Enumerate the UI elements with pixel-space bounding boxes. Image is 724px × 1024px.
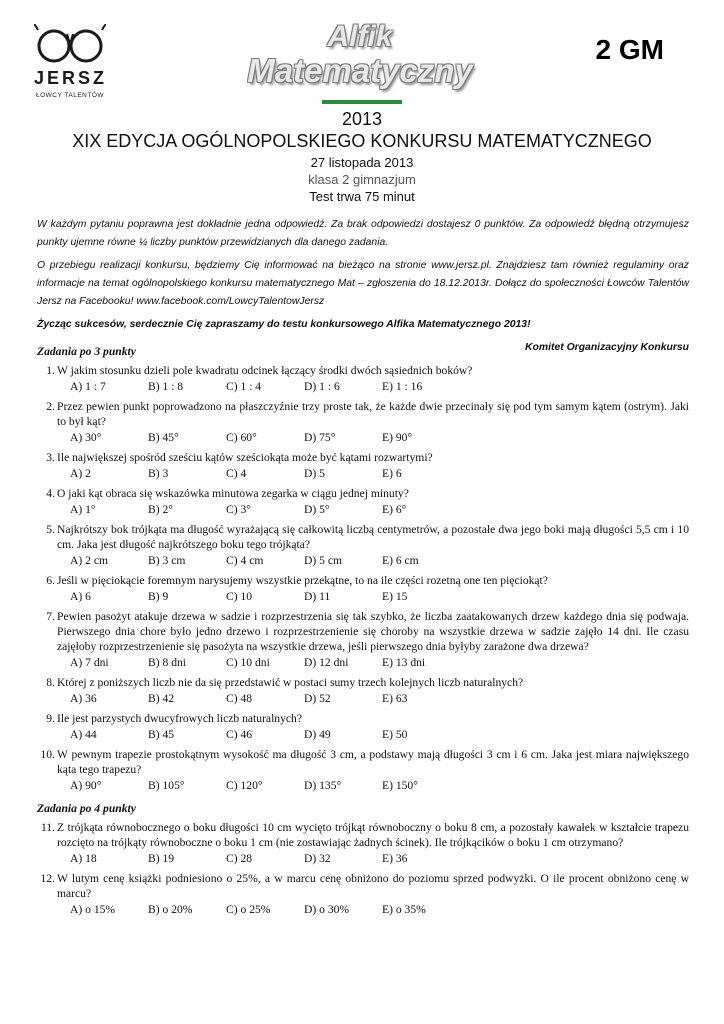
task-question: Ile największej spośród sześciu kątów sześciokąta może być kątami rozwartymi? [57, 451, 433, 464]
task-list [37, 344, 689, 922]
class-code: 2 GM [595, 34, 664, 65]
task-item [37, 871, 689, 917]
answer-option: D) 11 [304, 590, 331, 603]
alfik-logo-line2: Matematyczny [247, 52, 473, 89]
task-item [37, 486, 689, 517]
answer-options [57, 430, 689, 445]
answer-option: C) 48 [226, 692, 253, 705]
answer-option: B) 9 [148, 590, 169, 603]
answer-option: D) 49 [304, 728, 331, 741]
answer-option: D) 75° [304, 431, 336, 444]
answer-option: C) 4 cm [226, 554, 264, 567]
answer-option: A) 2 cm [70, 554, 108, 567]
answer-option: C) 4 [226, 467, 247, 480]
answer-option: C) o 25% [226, 903, 271, 916]
answer-options [57, 902, 689, 917]
answer-option: A) 1 : 7 [70, 380, 106, 393]
answer-options [57, 553, 689, 568]
answer-option: C) 28 [226, 852, 253, 865]
task-question: W jakim stosunku dzieli pole kwadratu odcinek łączący środki dwóch sąsiednich boków? [57, 364, 473, 377]
answer-option: D) 5 cm [304, 554, 342, 567]
logo-underline [322, 100, 402, 104]
task-question: W pewnym trapezie prostokątnym wysokość ma długość 3 cm, a podstawy mają długości 3 cm i 6 cm. Jaka jest miara największego kąta tego trapezu? [57, 748, 689, 776]
answer-option: A) o 15% [70, 903, 116, 916]
task-number: 8. [46, 676, 55, 689]
answer-option: A) 1° [70, 503, 96, 516]
task-question: Pewien pasożyt atakuje drzewa w sadzie i rozprzestrzenia się tak szybko, że liczba zaatakowanych drzew każdego dnia się podwaja. Pierwszego dnia chore było jedno drzewo i rozprzestrzenienie się choroby na wszystkie drzewa w sadzie zajęło 14 dni. Ile czasu zajęłoby rozprzestrzenienie się pasożyta na wszystkie drzewa, jeśli pierwszego dnia byłyby zarażone dwa drzewa? [57, 610, 689, 653]
answer-option: B) 42 [148, 692, 175, 705]
task-item [37, 573, 689, 604]
answer-option: B) 3 [148, 467, 169, 480]
answer-option: A) 90° [70, 779, 102, 792]
answer-option: D) 12 dni [304, 656, 349, 669]
task-item [37, 522, 689, 568]
answer-option: D) 5° [304, 503, 330, 516]
task-number: 10. [40, 748, 55, 761]
answer-option: E) o 35% [382, 903, 426, 916]
answer-option: A) 30° [70, 431, 102, 444]
answer-option: E) 15 [382, 590, 408, 603]
answer-option: D) 135° [304, 779, 342, 792]
answer-option: A) 36 [70, 692, 97, 705]
answer-options [57, 466, 689, 481]
task-question: W lutym cenę książki podniesiono o 25%, a w marcu cenę obniżono do poziomu sprzed podwyżki. O ile procent obniżono cenę w marcu? [57, 872, 689, 900]
answer-option: D) 5 [304, 467, 325, 480]
answer-options [57, 655, 689, 670]
answer-option: E) 13 dni [382, 656, 426, 669]
answer-option: A) 6 [70, 590, 91, 603]
answer-option: E) 50 [382, 728, 408, 741]
answer-option: A) 2 [70, 467, 91, 480]
answer-option: B) o 20% [148, 903, 193, 916]
alfik-logo-line1: Alfik [327, 20, 393, 53]
task-number: 4. [46, 487, 55, 500]
answer-option: A) 18 [70, 852, 97, 865]
logo-subtext: ŁOWCY TALENTÓW [35, 92, 105, 99]
owl-eyes-icon [34, 24, 106, 66]
answer-option: B) 2° [148, 503, 173, 516]
instructions-scoring: W każdym pytaniu poprawna jest dokładnie jedna odpowiedź. Za brak odpowiedzi dostajesz 0 punktów. Za odpowiedź błędną otrzymujesz punkty ujemne równe ¼ liczby punktów przewidzianych dla danego zadania. [37, 219, 689, 248]
answer-options [57, 379, 689, 394]
answer-option: B) 8 dni [148, 656, 187, 669]
section-3pt-tasks [37, 363, 689, 793]
task-item [37, 747, 689, 793]
task-number: 2. [46, 400, 55, 413]
jersz-logo [34, 24, 106, 108]
task-number: 6. [46, 574, 55, 587]
task-item [37, 711, 689, 742]
answer-option: E) 150° [382, 779, 418, 792]
title-block [0, 108, 724, 205]
answer-option: E) 6 cm [382, 554, 419, 567]
task-question: Najkrótszy bok trójkąta ma długość wyrażającą się całkowitą liczbą centymetrów, a pozostałe dwa jego boki mają długości 5,5 cm i 10 cm. Jaka jest długość najkrótszego boku tego trójkąta? [57, 523, 689, 551]
answer-option: C) 46 [226, 728, 253, 741]
task-number: 12. [40, 872, 55, 885]
task-question: Z trójkąta równobocznego o boku długości 10 cm wycięto trójkąt równoboczny o boku 8 cm, a pozostały kawałek w kształcie trapezu rozcięto na trójkąty równoboczne o boku 1 cm (nie zostawiając żadnych ścinek). Ile trójkącików o boku 1 cm otrzymano? [57, 821, 689, 849]
answer-options [57, 851, 689, 866]
task-question: Jeśli w pięciokącie foremnym narysujemy wszystkie przekątne, to na ile części rozetną one ten pięciokąt? [57, 574, 548, 587]
task-item [37, 609, 689, 670]
answer-option: C) 120° [226, 779, 263, 792]
task-number: 3. [46, 451, 55, 464]
answer-options [57, 778, 689, 793]
section-title-4pt: Zadania po 4 punkty [37, 802, 136, 815]
logo-word: JERSZ [34, 68, 108, 88]
task-number: 5. [46, 523, 55, 536]
answer-option: A) 44 [70, 728, 97, 741]
task-item [37, 820, 689, 866]
task-question: Której z poniższych liczb nie da się przedstawić w postaci sumy trzech kolejnych liczb naturalnych? [57, 676, 524, 689]
instructions-wish: Życząc sukcesów, serdecznie Cię zapraszamy do testu konkursowego Alfika Matematycznego 2013! [37, 319, 531, 330]
task-number: 9. [46, 712, 55, 725]
alfik-matematyczny-logo [236, 20, 484, 108]
task-number: 1. [46, 364, 55, 377]
task-question: Ile jest parzystych dwucyfrowych liczb naturalnych? [57, 712, 302, 725]
answer-option: C) 10 [226, 590, 253, 603]
task-item [37, 399, 689, 445]
contest-edition: XIX EDYCJA OGÓLNOPOLSKIEGO KONKURSU MATEMATYCZNEGO [72, 131, 652, 151]
answer-option: C) 1 : 4 [226, 380, 262, 393]
answer-option: E) 6° [382, 503, 407, 516]
answer-options [57, 589, 689, 604]
answer-option: E) 90° [382, 431, 413, 444]
answer-option: D) o 30% [304, 903, 350, 916]
instructions-info: O przebiegu realizacji konkursu, będziemy Cię informować na bieżąco na stronie www.jersz.pl. Znajdziesz tam również regulaminy oraz informacje na temat ogólnopolskiego konkursu matematycznego Mat – zgłoszenia do 18.12.2013r. Dołącz do społeczności Łowców Talentów Jersz na Facebooku! www.facebook.com/LowcyTalentowJersz [37, 260, 689, 307]
section-title-3pt: Zadania po 3 punkty [37, 345, 136, 358]
task-number: 7. [46, 610, 55, 623]
answer-option: D) 1 : 6 [304, 380, 340, 393]
answer-option: E) 1 : 16 [382, 380, 423, 393]
answer-option: B) 45° [148, 431, 179, 444]
answer-option: C) 60° [226, 431, 257, 444]
answer-option: D) 52 [304, 692, 331, 705]
task-item [37, 450, 689, 481]
answer-option: C) 3° [226, 503, 251, 516]
answer-option: B) 1 : 8 [148, 380, 184, 393]
answer-options [57, 727, 689, 742]
answer-option: E) 63 [382, 692, 408, 705]
test-duration: Test trwa 75 minut [309, 189, 415, 204]
page-header [0, 0, 724, 110]
instructions [37, 216, 689, 362]
section-4pt-tasks [37, 820, 689, 917]
task-question: Przez pewien punkt poprowadzono na płaszczyźnie trzy proste tak, że każde dwie przecinały się pod tym samym kątem (ostrym). Jaki to był kąt? [57, 400, 689, 428]
answer-option: E) 36 [382, 852, 408, 865]
answer-option: E) 6 [382, 467, 402, 480]
answer-option: A) 7 dni [70, 656, 109, 669]
answer-option: D) 32 [304, 852, 331, 865]
answer-option: B) 19 [148, 852, 175, 865]
contest-year: 2013 [341, 109, 383, 129]
answer-option: B) 3 cm [148, 554, 186, 567]
task-item [37, 675, 689, 706]
task-question: O jaki kąt obraca się wskazówka minutowa zegarka w ciągu jednej minuty? [57, 487, 409, 500]
committee-signature: Komitet Organizacyjny Konkursu [525, 342, 689, 353]
answer-option: C) 10 dni [226, 656, 270, 669]
answer-options [57, 691, 689, 706]
contest-class: klasa 2 gimnazjum [308, 172, 416, 187]
answer-option: B) 105° [148, 779, 185, 792]
answer-options [57, 502, 689, 517]
answer-option: B) 45 [148, 728, 175, 741]
contest-date: 27 listopada 2013 [310, 155, 414, 170]
task-item [37, 363, 689, 394]
task-number: 11. [40, 821, 55, 834]
